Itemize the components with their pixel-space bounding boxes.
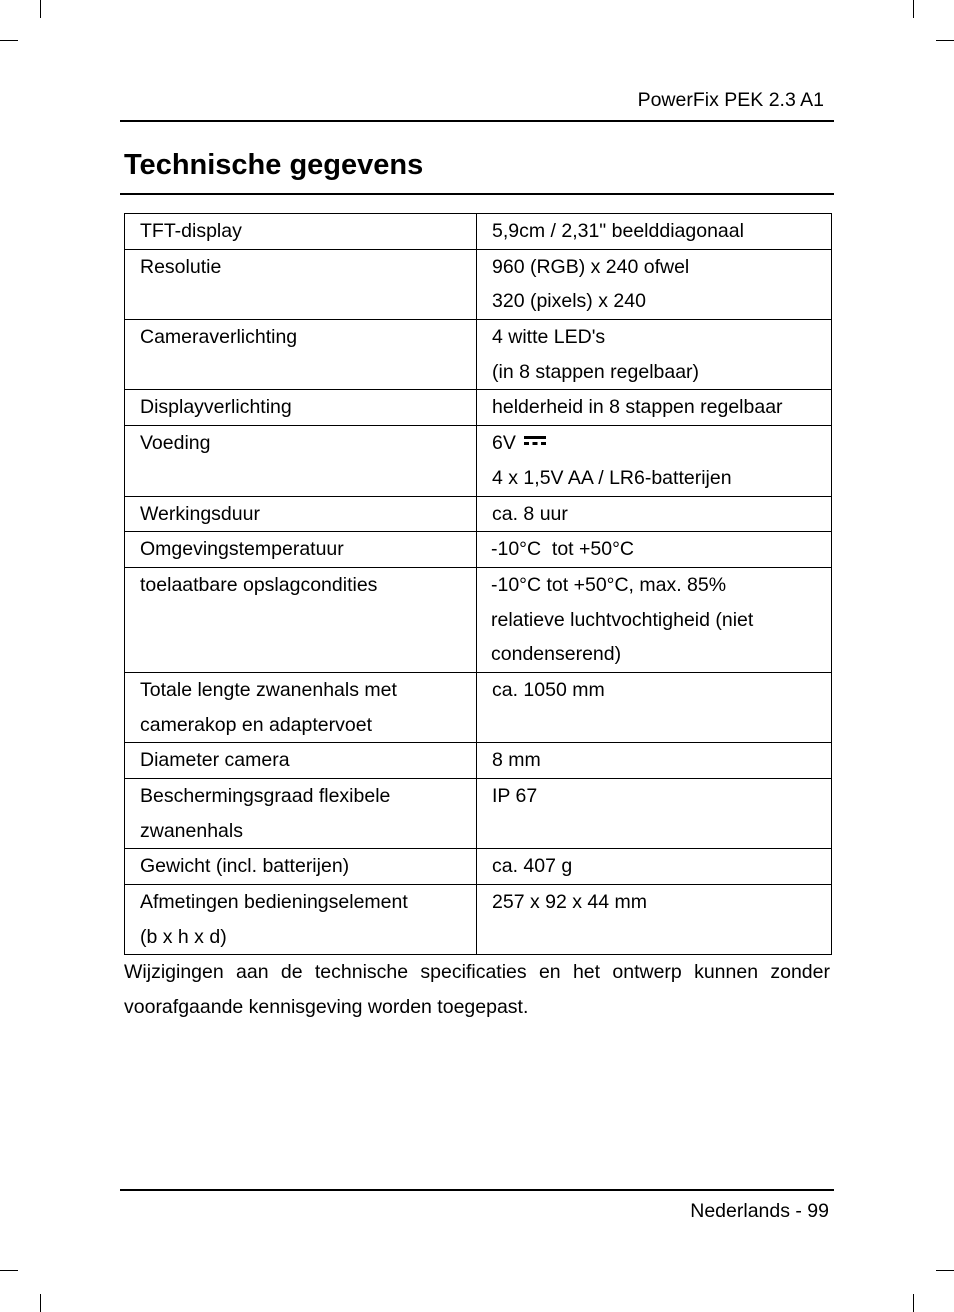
spec-value: 5,9cm / 2,31" beelddiagonaal — [477, 214, 832, 250]
spec-value: -10°C tot +50°C — [477, 532, 832, 568]
table-row — [125, 496, 832, 532]
header-rule — [120, 120, 834, 122]
spec-label: Afmetingen bedieningselement (b x h x d) — [125, 885, 477, 955]
table-row — [125, 320, 832, 390]
spec-value: 8 mm — [477, 743, 832, 779]
spec-label: Werkingsduur — [125, 496, 477, 532]
spec-value: ca. 8 uur — [477, 496, 832, 532]
table-row — [125, 390, 832, 426]
spec-label: TFT-display — [125, 214, 477, 250]
crop-mark — [913, 0, 914, 18]
title-rule — [120, 193, 834, 195]
crop-mark — [913, 1294, 914, 1312]
crop-mark — [0, 40, 18, 41]
page-number: Nederlands - 99 — [690, 1200, 829, 1222]
spec-value: IP 67 — [477, 779, 832, 849]
spec-value: 257 x 92 x 44 mm — [477, 885, 832, 955]
crop-mark — [936, 40, 954, 41]
page-title: Technische gegevens — [124, 149, 424, 181]
footer-rule — [120, 1189, 834, 1191]
crop-mark — [40, 1294, 41, 1312]
spec-value: 960 (RGB) x 240 ofwel 320 (pixels) x 240 — [477, 249, 832, 319]
spec-label: Displayverlichting — [125, 390, 477, 426]
spec-label: Gewicht (incl. batterijen) — [125, 849, 477, 885]
spec-label: Cameraverlichting — [125, 320, 477, 390]
voltage-value: 6V — [492, 432, 516, 455]
crop-mark — [936, 1270, 954, 1271]
spec-value: 6V 4 x 1,5V AA / LR6-batterijen — [477, 426, 832, 496]
spec-value: ca. 407 g — [477, 849, 832, 885]
spec-value: helderheid in 8 stappen regelbaar — [477, 390, 832, 426]
spec-table — [124, 213, 832, 955]
table-row — [125, 214, 832, 250]
running-header: PowerFix PEK 2.3 A1 — [637, 89, 824, 111]
spec-label: Diameter camera — [125, 743, 477, 779]
spec-label: toelaatbare opslagcondities — [125, 567, 477, 672]
disclaimer-note: Wijzigingen aan de technische specificaties en het ontwerp kunnen zonder voorafgaande kennisgeving worden toegepast. — [124, 961, 830, 1018]
table-row — [125, 249, 832, 319]
table-row — [125, 743, 832, 779]
spec-value: ca. 1050 mm — [477, 672, 832, 742]
spec-label: Voeding — [125, 426, 477, 496]
table-row — [125, 532, 832, 568]
table-row — [125, 849, 832, 885]
crop-mark — [0, 1270, 18, 1271]
spec-label: Beschermingsgraad flexibele zwanenhals — [125, 779, 477, 849]
table-row — [125, 567, 832, 672]
dc-current-icon — [524, 436, 546, 446]
spec-label: Resolutie — [125, 249, 477, 319]
spec-label: Omgevingstemperatuur — [125, 532, 477, 568]
table-row — [125, 672, 832, 742]
spec-label: Totale lengte zwanenhals met camerakop en adaptervoet — [125, 672, 477, 742]
table-row — [125, 426, 832, 496]
table-row — [125, 779, 832, 849]
table-row — [125, 885, 832, 955]
spec-value: -10°C tot +50°C, max. 85% relatieve luchtvochtigheid (niet condenserend) — [477, 567, 832, 672]
spec-value: 4 witte LED's (in 8 stappen regelbaar) — [477, 320, 832, 390]
crop-mark — [40, 0, 41, 18]
